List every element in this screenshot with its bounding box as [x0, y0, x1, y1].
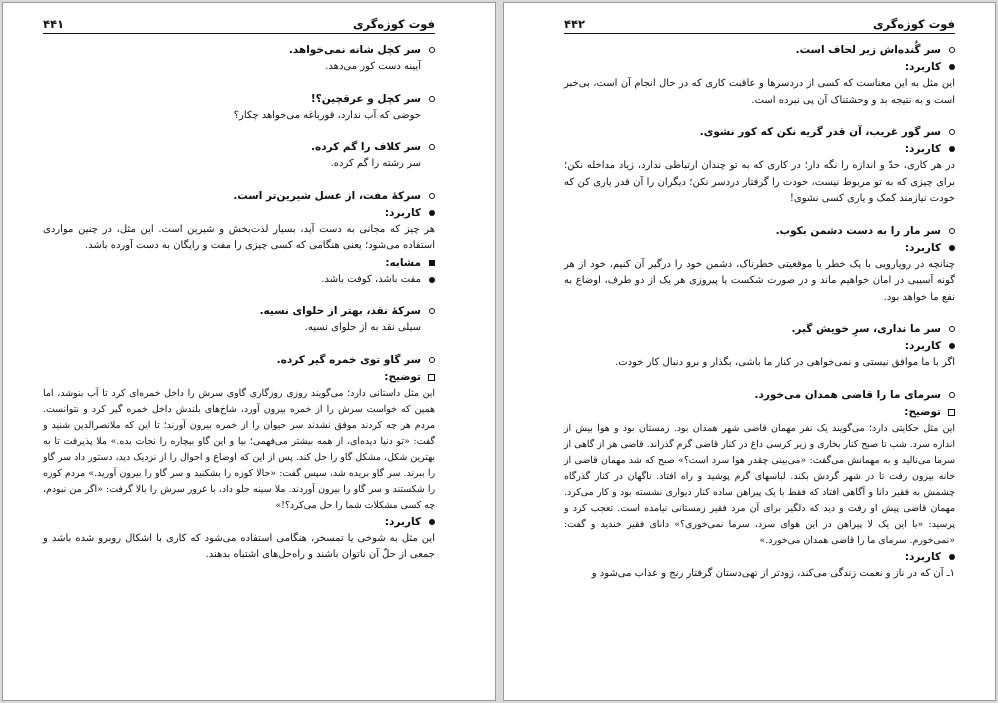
explanation-text: این مثل داستانی دارد؛ می‌گویند روزی روزگاری گاوی سرش را داخل خمره‌ای کرد تا آب بنوشد، اما همین که خواست سرش را از خمره بیرون آورد، شاخ‌های بلندش داخل خمره گیر کرد و نتوانست. مردم هر چه کردند موفق نشدند سر حیوان را از خمره بیرون آورند؛ تا این که ملانصرالدین شنید و گفت: «تو دنیا دیده‌ای، از همه بیشتر می‌فهمی؛ بیا و این گاو بیچاره را نجات بده.» ملا پذیرفت تا به بهترین شکل، مشکل گاو را حل کند. پس از این که اوضاع و احوال را از نزدیک دید، دستور داد سر گاو را ببرند. سر گاو بریده شد، سپس گفت: «حالا کوزه را بشکنید و سر گاو را بیرون آورید.» مردم کوزه را شکستند و سر گاو را بیرون آوردند. ملا سینه جلو داد، با غرور سرش را بالا گرفت: «اگر من نبودم، چه کسی مشکلات شما را حل می‌کرد؟!»	[43, 387, 435, 511]
proverb-heading: سر گُنده‌اش زیر لحاف است.	[795, 44, 941, 56]
ring-bullet-icon	[429, 308, 435, 314]
running-title: فوت کوزه‌گری	[873, 17, 955, 31]
dot-bullet-icon	[949, 64, 955, 70]
proverb-entry	[43, 303, 435, 337]
ring-bullet-icon	[429, 96, 435, 102]
proverb-entry	[43, 91, 435, 125]
square-bullet-icon	[428, 374, 435, 381]
ring-bullet-icon	[429, 47, 435, 53]
proverb-heading: سر کچل شانه نمی‌خواهد.	[288, 44, 421, 56]
similar-text: مفت باشد، کوفت باشد.	[321, 273, 421, 285]
page-number: ۴۴۲	[564, 17, 586, 31]
left-page-header	[43, 17, 435, 34]
proverb-heading: سر ما نداری، سرِ خویش گیر.	[791, 323, 941, 335]
usage-label: کاربرد:	[904, 550, 941, 563]
usage-label: کاربرد:	[384, 206, 421, 219]
proverb-heading: سرمای ما را قاضی همدان می‌خورد.	[754, 388, 941, 401]
usage-text: اگر با ما موافق نیستی و نمی‌خواهی در کنار ما باشی، بگذار و برو دنبال کار خودت.	[615, 357, 955, 368]
explanation-label: توضیح:	[384, 370, 421, 383]
proverb-heading: سر مار را به دست دشمن بکوب.	[775, 224, 941, 237]
ring-bullet-icon	[429, 357, 435, 363]
dot-bullet-icon	[429, 519, 435, 525]
ring-bullet-icon	[949, 392, 955, 398]
proverb-entry	[564, 321, 955, 372]
right-page	[503, 2, 996, 701]
proverb-entry	[564, 387, 955, 583]
ring-bullet-icon	[429, 144, 435, 150]
ring-bullet-icon	[949, 129, 955, 135]
square-bullet-icon	[429, 260, 435, 266]
running-title: فوت کوزه‌گری	[353, 17, 435, 31]
proverb-entry	[564, 42, 955, 109]
dot-bullet-icon	[949, 343, 955, 349]
proverb-entry	[43, 352, 435, 564]
proverb-entry	[43, 188, 435, 289]
proverb-heading: سر گور غریب، آن قدر گریه نکن که کور نشوی.	[699, 126, 941, 138]
ring-bullet-icon	[949, 228, 955, 234]
similar-label: مشابه:	[385, 256, 421, 269]
dot-bullet-icon	[949, 554, 955, 560]
dot-bullet-icon	[949, 146, 955, 152]
usage-label: کاربرد:	[384, 515, 421, 528]
page-number: ۴۴۱	[43, 17, 65, 31]
usage-label: کاربرد:	[904, 340, 941, 352]
dot-bullet-icon	[429, 210, 435, 216]
proverb-entry	[564, 124, 955, 208]
proverb-heading: سرکهٔ مفت، از عسل شیرین‌تر است.	[233, 189, 421, 202]
right-page-header	[564, 17, 955, 34]
usage-text: در هر کاری، حدّ و اندازه را نگه دار؛ در کاری که به تو چندان ارتباطی ندارد، زیاد مداخله نکن؛ برای چیزی که به تو مربوط نیست، خودت را گرفتار دردسر نکن؛ دیگران را آن قدر یاری کن که خودت نیازمند کمک و یاری کسی نشوی!	[564, 160, 955, 204]
proverb-heading: سر کلاف را گم کرده.	[311, 141, 421, 153]
usage-label: کاربرد:	[904, 241, 941, 254]
explanation-label: توضیح:	[904, 405, 941, 418]
usage-text: چنانچه در رویارویی با یک خطر یا موقعیتی خطرناک، دشمن خود را درگیر آن کنیم، خود از هر گونه آسیبی در امان خواهیم ماند و در صورت شکست یا پیروزی هر یک از دو طرف، اوضاع به نفع ما خواهد بود.	[564, 258, 955, 303]
square-bullet-icon	[948, 409, 955, 416]
ring-bullet-icon	[949, 326, 955, 332]
usage-text: ۱ـ آن که در ناز و نعمت زندگی می‌کند، زودتر از تهی‌دستان گرفتار رنج و عذاب می‌شود و	[591, 567, 955, 579]
usage-label: کاربرد:	[904, 61, 941, 73]
usage-text: این مثل به این معناست که کسی از دردسرها و عاقبت کاری که در حال انجام آن است، بی‌خبر است و به نتیجه بد و وحشتناک آن پی نبرده است.	[564, 78, 955, 106]
proverb-text: آیینه دست کور می‌دهد.	[325, 61, 421, 72]
left-page	[2, 2, 496, 701]
proverb-entry	[43, 139, 435, 173]
proverb-text: سر رشته را گم کرده.	[330, 158, 421, 169]
proverb-heading: سرکهٔ نقد، بهتر از حلوای نسیه.	[259, 305, 421, 317]
usage-label: کاربرد:	[904, 143, 941, 155]
usage-text: هر چیز که مجانی به دست آید، بسیار لذت‌بخش و شیرین است. این مثل، در چنین مواردی استفاده می‌شود؛ یعنی هنگامی که کسی چیزی را مفت و رایگان به دست آورده باشد.	[43, 223, 435, 251]
proverb-entry	[43, 42, 435, 76]
dot-bullet-icon	[429, 277, 435, 283]
proverb-heading: سر کچل و عرقچین؟!	[310, 92, 421, 105]
usage-text: این مثل به شوخی یا تمسخر، هنگامی استفاده می‌شود که کاری با اشکال روبرو شده باشد و جمعی از حلّ آن ناتوان باشند و راه‌حل‌های اشتباه بدهند.	[43, 532, 435, 560]
ring-bullet-icon	[949, 47, 955, 53]
proverb-text: سیلی نقد به از حلوای نسیه.	[304, 322, 421, 333]
proverb-text: حوضی که آب ندارد، قورباغه می‌خواهد چکار؟	[233, 109, 421, 121]
explanation-text: این مثل حکایتی دارد؛ می‌گویند یک نفر مهمان قاضی شهر همدان بود. زمستان بود و هوا بیش از اندازه سرد. شب تا صبح کنار بخاری و زیر کرسی داغ در کنار قاضی گرم گذراند. قاضی هر از گاهی از سرما می‌نالید و به مهمانش می‌گفت: «می‌بینی چقدر هوا سرد است؟» صبح که شد مهمان قاضی از خانه بیرون رفت تا در شهر گردش بکند. لباسهای گرم پوشید و راه افتاد. ناگهان در کنار گذرگاه چشمش به فقیر دانا و آگاهی افتاد که فقط با یک پیراهن ساده کنار دیواری نشسته بود و کار می‌کرد. مهمان قاضی پیش او رفت و دید که دلگیر برای آن مرد فقیر زمستانی نیامده است. تعجب کرد و پرسید: «با این یک لا پیراهن در این هوای سرد، سرما نمی‌خوری؟» دانای فقیر خندید و گفت: «نمی‌خورم. سرمای ما را قاضی همدان می‌خورد.»	[564, 422, 955, 546]
dot-bullet-icon	[949, 245, 955, 251]
proverb-entry	[564, 223, 955, 307]
ring-bullet-icon	[429, 193, 435, 199]
proverb-heading: سر گاو توی خمره گیر کرده.	[276, 353, 421, 366]
